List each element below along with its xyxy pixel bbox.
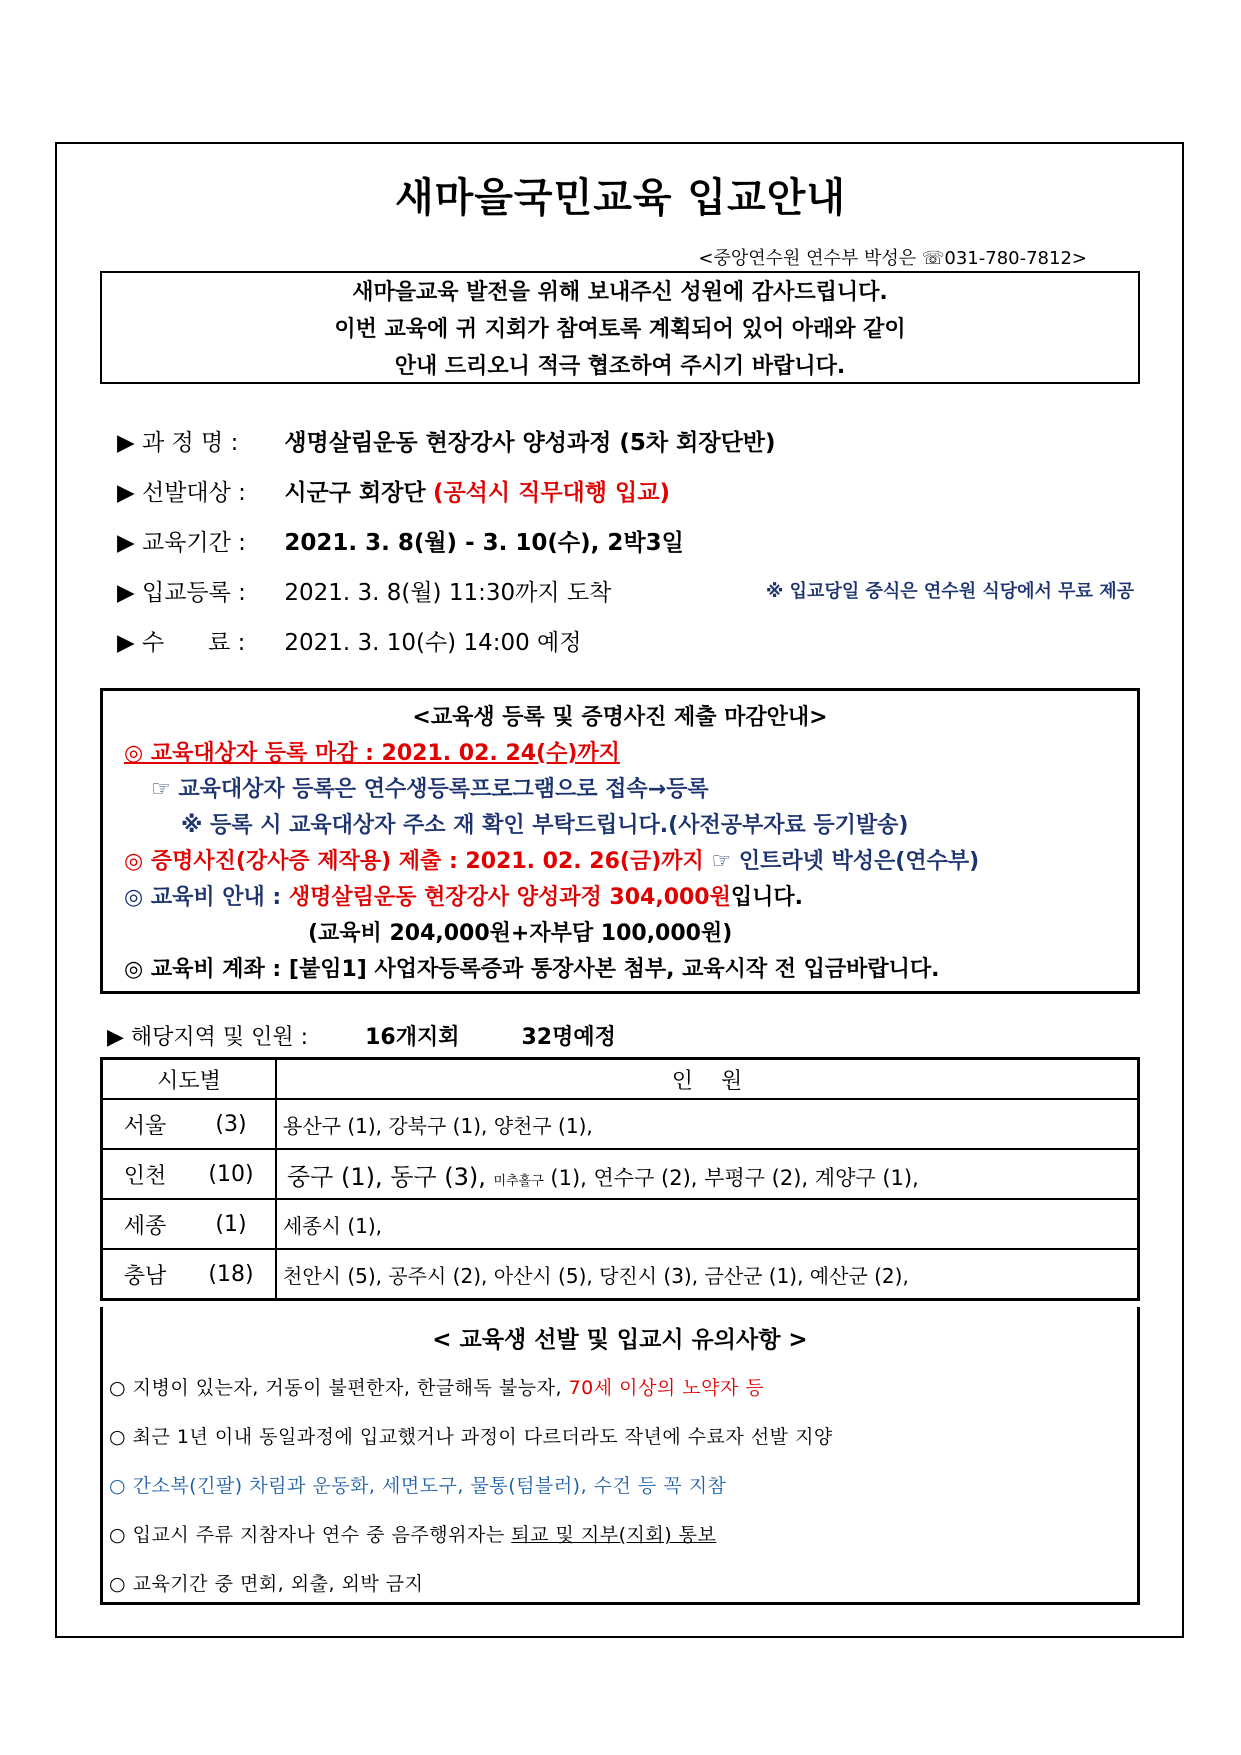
- deadline-line-5: [124, 880, 803, 911]
- region-name: 세종: [102, 1199, 187, 1249]
- region-count: (18): [187, 1249, 276, 1300]
- region-detail: 용산구 (1), 강북구 (1), 양천구 (1),: [276, 1099, 1139, 1149]
- region-detail-b: (1), 연수구 (2), 부평구 (2), 계양구 (1),: [543, 1165, 919, 1190]
- photo-deadline: ◎ 증명사진(강사증 제작용) 제출 : 2021. 02. 26(금)까지: [124, 849, 704, 874]
- period-label: ▶ 교육기간 :: [117, 530, 246, 556]
- fee-suffix: 입니다.: [730, 885, 803, 910]
- info-period: [117, 524, 684, 557]
- caution-item-1-text: ○ 지병이 있는자, 거동이 불편한자, 한글해독 불능자,: [109, 1377, 569, 1399]
- lunch-note: ※ 입교당일 중식은 연수원 식당에서 무료 제공: [765, 581, 1134, 602]
- deadline-line-6: (교육비 204,000원+자부담 100,000원): [308, 921, 733, 946]
- region-detail: 세종시 (1),: [276, 1199, 1139, 1249]
- header-region: 시도별: [102, 1059, 277, 1100]
- greeting-line-1: 새마을교육 발전을 위해 보내주신 성원에 감사드립니다.: [352, 280, 888, 305]
- info-target: [117, 474, 670, 507]
- register-value: 2021. 3. 8(월) 11:30까지 도착: [284, 580, 612, 606]
- region-label: ▶ 해당지역 및 인원 :: [107, 1025, 309, 1050]
- register-label: ▶ 입교등록 :: [117, 580, 246, 606]
- caution-item-4-underline: 퇴교 및 지부(지회) 통보: [511, 1524, 717, 1546]
- table-row: [102, 1199, 1139, 1249]
- region-count: (3): [187, 1099, 276, 1149]
- table-row: [102, 1249, 1139, 1300]
- end-label: ▶ 수 료 :: [117, 630, 246, 656]
- deadline-line-3: ※ 등록 시 교육대상자 주소 재 확인 부탁드립니다.(사전공부자료 등기발송): [181, 813, 909, 838]
- period-value: 2021. 3. 8(월) - 3. 10(수), 2박3일: [284, 530, 684, 556]
- info-course: [117, 424, 776, 457]
- caution-item-4-text: ○ 입교시 주류 지참자나 연수 중 음주행위자는: [109, 1524, 512, 1546]
- region-name: 충남: [102, 1249, 187, 1300]
- greeting-line-2: 이번 교육에 귀 지회가 참여토록 계획되어 있어 아래와 같이: [334, 317, 906, 342]
- people-count: 32명예정: [521, 1025, 616, 1050]
- deadline-line-4: [124, 844, 979, 875]
- region-detail: 천안시 (5), 공주시 (2), 아산시 (5), 당진시 (3), 금산군 (1), 예산군 (2),: [276, 1249, 1139, 1300]
- target-label: ▶ 선발대상 :: [117, 480, 246, 506]
- header-people: 인 원: [276, 1059, 1139, 1100]
- end-value: 2021. 3. 10(수) 14:00 예정: [284, 630, 582, 656]
- target-note: (공석시 직무대행 입교): [432, 480, 670, 506]
- region-detail-small: 미추홀구: [493, 1173, 544, 1189]
- table-header-row: [102, 1059, 1139, 1100]
- course-value: 생명살림운동 현장강사 양성과정 (5차 회장단반): [284, 430, 776, 456]
- caution-title: < 교육생 선발 및 입교시 유의사항 >: [432, 1327, 808, 1353]
- info-register: [117, 574, 611, 607]
- region-name: 서울: [102, 1099, 187, 1149]
- region-count: (10): [187, 1149, 276, 1199]
- region-name: 인천: [102, 1149, 187, 1199]
- region-detail: [276, 1149, 1139, 1199]
- page-title: 새마을국민교육 입교안내: [395, 175, 846, 221]
- greeting-box: [100, 271, 1140, 384]
- deadline-heading: <교육생 등록 및 증명사진 제출 마감안내>: [412, 705, 828, 730]
- photo-submit-target: ☞ 인트라넷 박성은(연수부): [703, 849, 980, 874]
- caution-box: [100, 1307, 1140, 1605]
- table-row: [102, 1149, 1139, 1199]
- caution-item-4: [109, 1520, 716, 1547]
- region-header: [107, 1020, 616, 1051]
- deadline-line-1: ◎ 교육대상자 등록 마감 : 2021. 02. 24(수)까지: [124, 741, 620, 766]
- deadline-box: [100, 688, 1140, 994]
- fee-prefix: ◎ 교육비 안내 :: [124, 885, 289, 910]
- deadline-line-7: ◎ 교육비 계좌 : [붙임1] 사업자등록증과 통장사본 첨부, 교육시작 전 입금바랍니다.: [124, 957, 940, 982]
- target-value: 시군구 회장단: [284, 480, 426, 506]
- greeting-line-3: 안내 드리오니 적극 협조하여 주시기 바랍니다.: [394, 354, 846, 379]
- info-end: [117, 624, 582, 657]
- table-row: [102, 1099, 1139, 1149]
- region-table: [100, 1057, 1140, 1301]
- caution-item-2: ○ 최근 1년 이내 동일과정에 입교했거나 과정이 다르더라도 작년에 수료자 선발 지양: [109, 1426, 833, 1448]
- caution-item-1: [109, 1373, 764, 1400]
- deadline-line-2: ☞ 교육대상자 등록은 연수생등록프로그램으로 접속→등록: [151, 777, 709, 802]
- caution-item-5: ○ 교육기간 중 면회, 외출, 외박 금지: [109, 1573, 424, 1595]
- contact-info: <중앙연수원 연수부 박성은 ☏031-780-7812>: [698, 248, 1087, 269]
- course-label: ▶ 과 정 명 :: [117, 430, 239, 456]
- fee-amount: 생명살림운동 현장강사 양성과정 304,000원: [288, 885, 731, 910]
- region-count: (1): [187, 1199, 276, 1249]
- caution-item-3: ○ 간소복(긴팔) 차림과 운동화, 세면도구, 물통(텀블러), 수건 등 꼭 지참: [109, 1475, 727, 1497]
- caution-item-1-red: 70세 이상의 노약자 등: [568, 1377, 765, 1399]
- branch-count: 16개지회: [365, 1025, 460, 1050]
- region-detail-a: 중구 (1), 동구 (3),: [287, 1162, 494, 1191]
